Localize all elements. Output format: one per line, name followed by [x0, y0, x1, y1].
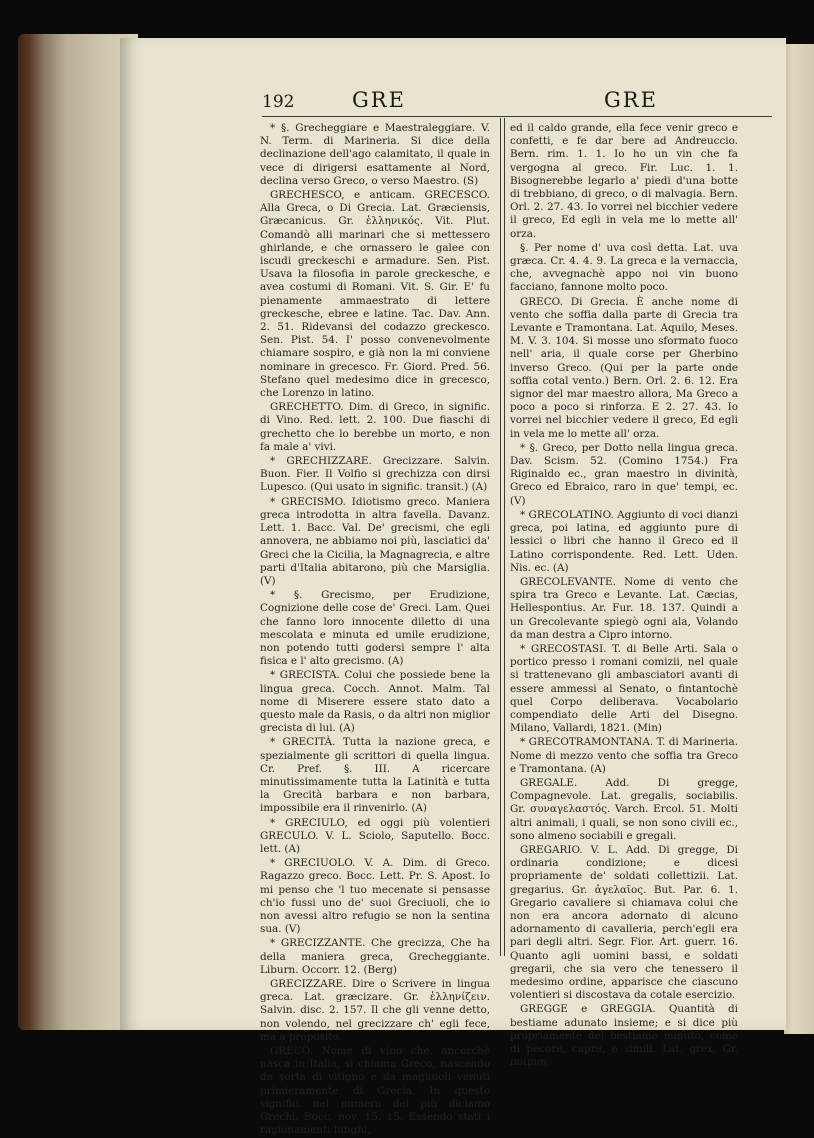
entry: * §. Grecheggiare e Maestraleggiare. V. N. Term. di Marineria. Si dice della declinazione dell'ago calamitato, il quale in vece di dirigersi esattamente al Nord, declina verso Greco, o verso Maestro. (S) — [260, 122, 490, 187]
page-number: 192 — [262, 92, 295, 112]
entry: GREGARIO. V. L. Add. Di gregge, Di ordinaria condizione; e dicesi propriamente de' soldati collettizii. Lat. gregarius. Gr. ἀγελαῖος. But. Par. 6. 1. Gregario cavaliere si chiamava colui che non era ancora adornato di alcuno adornamento di cavalleria, perch'egli era pari degli altri. Segr. Fior. Art. guerr. 16. Quanto agli uomini bassi, e soldati gregarii, che sia vero che tenessero il medesimo ordine, apparisce che ciascuno volentieri si discostava da cotale esercizio. — [510, 843, 738, 1002]
entry: * GRECHIZZARE. Grecizzare. Salvin. Buon. Fier. Il Volfio si grechizza con dirsi Lupesco. (Qui usato in signific. transit.) (A) — [260, 455, 490, 494]
entry: * GRECISTA. Colui che possiede bene la lingua greca. Cocch. Annot. Malm. Tal nome di Miserere essere stato dato a questo male da Rasis, o da altri non miglior grecista di lui. (A) — [260, 669, 491, 735]
entry: GRECHETTO. Dim. di Greco, in signific. di Vino. Red. lett. 2. 100. Due fiaschi di grechetto che lo berebbe un morto, e non fa male a' vivi. — [260, 401, 490, 453]
entry: GRECIZZARE. Dire o Scrivere in lingua greca. Lat. græcizare. Gr. ἑλληνίζειν. Salvin. disc. 2. 157. Il che gli venne detto, non volendo, nel grecizzare ch' egli fece, ma a proposito. — [260, 978, 490, 1043]
entry: GRECO. Di Grecia. È anche nome di vento che soffia dalla parte di Grecia tra Levante e Tramontana. Lat. Aquilo, Meses. M. V. 3. 104. Si mosse uno sformato fuoco nell' aria, il quale corse per Gherbino inverso Greco. (Qui per la parte onde soffia cotal vento.) Bern. Orl. 2. 6. 12. Era signor del mar maestro allora, Ma Greco a poco a poco si rinforza. E 2. 27. 43. Io vorrei nel bicchier vedere il greco, Ed egli in vela me lo mette all' orza. — [510, 295, 738, 440]
left-column — [260, 122, 490, 1138]
entry: GREGGE e GREGGIA. Quantità di bestiame adunato insieme; e si dice più propriamente del bestiame minuto, come di pecore, capre, e simili. Lat. grex. Gr. ποίμνη. — [510, 1003, 738, 1069]
guide-word-right: GRE — [604, 88, 658, 112]
facing-page-edge — [784, 44, 814, 1034]
entry: * GRECITÀ. Tutta la nazione greca, e spezialmente gli scrittori di quella lingua. Cr. Pref. §. III. A ricercare minutissimamente tutta la Latinità e tutta la Grecità barbara e non barbara, impossibile era il rinvenirlo. (A) — [260, 736, 490, 815]
column-divider — [500, 118, 505, 956]
guide-word-left: GRE — [352, 88, 406, 112]
entry: GRECHESCO, e anticam. GRECESCO. Alla Greca, o Di Grecia. Lat. Græciensis, Græcanicus. Gr. ἑλληνικός. Vit. Plut. Comandò alli marinari che si mettessero ghirlande, e che ornassero le galee con iscudi greckeschi e armadure. Sen. Pist. Usava la filosofia in parole greckesche, e avea costumi di Romani. Vit. S. Gir. E' fu pienamente ammaestrato di lettere greckesche, ebree e latine. Tac. Dav. Ann. 2. 51. Ridevansi del codazzo greckesco. Sen. Pist. 54. I' posso convenevolmente chiamare sospiro, e già non la mi conviene nominare in grecesco. Fr. Giord. Pred. 56. Stefano quel medesimo dice in grecesco, che Lorenzo in latino. — [260, 189, 490, 400]
right-column — [510, 122, 738, 1070]
entry: * GRECOSTASI. T. di Belle Arti. Sala o portico presso i romani comizii, nel quale si trattenevano gli ambasciatori avanti di essere ammessi al Senato, o fintantochè quel Corpo deliberava. Vocabolario compendiato delle Arti del Disegno. Milano, Vallardi, 1821. (Min) — [510, 642, 738, 735]
entry: GREGALE. Add. Di gregge, Compagnevole. Lat. gregalis, sociabilis. Gr. συναγελαστός. Varch. Ercol. 51. Molti altri animali, i quali, se non sono civili ec., sono almeno sociabili e gregali. — [510, 776, 738, 842]
entry: * §. Greco, per Dotto nella lingua greca. Dav. Scism. 52. (Comino 1754.) Fra Riginaldo ec., gran maestro in divinità, Greco ed Ebraico, raro in que' tempi, ec. (V) — [510, 441, 738, 507]
entry: * §. Grecismo, per Erudizione, Cognizione delle cose de' Greci. Lam. Quei che fanno loro innocente diletto di una mescolata e minuta ed umile erudizione, non potendo tutti godersi sempre l' alta fisica e l' alto grecismo. (A) — [260, 589, 490, 668]
entry: * GRECISMO. Idiotismo greco. Maniera greca introdotta in altra favella. Davanz. Lett. 1. Bacc. Val. De' grecismi, che egli annovera, ne abbiamo noi più, lasciatici da' Greci che la Cicilia, la Magnagrecia, e altre parti d'Italia abitarono, più che Marsiglia. (V) — [260, 495, 490, 587]
header-rule — [262, 116, 772, 117]
entry: * GRECIULO, ed oggi più volentieri GRECULO. V. L. Sciolo, Saputello. Bocc. lett. (A) — [260, 816, 490, 855]
entry: ed il caldo grande, ella fece venir greco e confetti, e fe dar bere ad Andreuccio. Bern. rim. 1. 1. Io ho un vin che fa vergogna al greco. Fir. Luc. 1. 1. Bisognerebbe legarlo a' piedi d'una botte di trebbiano, di greco, o di malvagia. Bern. Orl. 2. 27. 43. Io vorrei nel bicchier vedere il greco, Ed egli in vela me lo mette all' orza. — [510, 122, 738, 240]
entry: * GRECOTRAMONTANA. T. di Marineria. Nome di mezzo vento che soffia tra Greco e Tramontana. (A) — [510, 736, 738, 775]
entry: * GRECIUOLO. V. A. Dim. di Greco. Ragazzo greco. Bocc. Lett. Pr. S. Apost. Io mi penso che 'l tuo mecenate si pensasse ch'io fussi uno de' suoi Greciuoli, che io non avessi altro refugio se non la sentina sua. (V) — [260, 857, 490, 936]
entry: GRECO. Nome di vino che, ancorchè nasca in Italia, si chiama Greco, nascendo da sorta di vitigno e da magliuoli venuti primieramente di Grecia. In questo signific. nel numero del più diciamo Grechi. Bocc. nov. 15. 15. Essendo stati i ragionamenti lunghi, — [260, 1045, 490, 1137]
entry: * GRECIZZANTE. Che grecizza, Che ha della maniera greca, Grecheggiante. Liburn. Occorr. 12. (Berg) — [260, 937, 490, 976]
entry: * GRECOLATINO. Aggiunto di voci dianzi greca, poi latina, ed aggiunto pure di lessici o libri che hanno il Greco ed il Latino corrispondente. Red. Lett. Uden. Nis. ec. (A) — [510, 508, 738, 574]
entry: GRECOLEVANTE. Nome di vento che spira tra Greco e Levante. Lat. Cæcias, Hellespontius. Ar. Fur. 18. 137. Quindi a un Grecolevante spiegò ogni ala, Volando da man destra a Cipro intorno. — [510, 575, 738, 641]
entry: §. Per nome d' uva così detta. Lat. uva græca. Cr. 4. 4. 9. La greca e la vernaccia, che, avvegnachè appo noi vin buono facciano, fannone molto poco. — [510, 241, 738, 294]
